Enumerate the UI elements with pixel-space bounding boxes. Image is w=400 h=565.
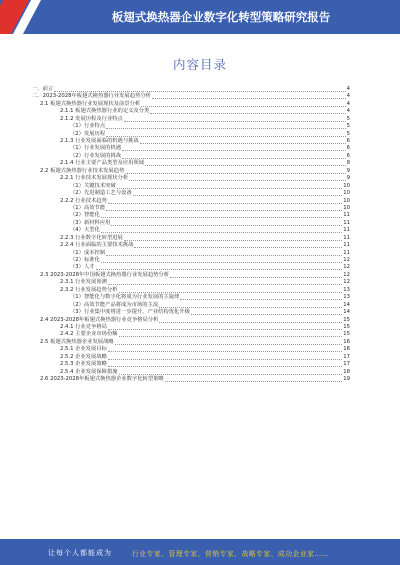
toc-entry[interactable] xyxy=(32,376,350,383)
toc-entry[interactable] xyxy=(32,317,350,324)
toc-entry-label: （3）新材料应用 xyxy=(70,219,111,226)
toc-leader-dots xyxy=(115,344,343,345)
toc-entry-page: 11 xyxy=(343,219,350,226)
header-banner xyxy=(0,0,400,34)
toc-entry[interactable] xyxy=(32,250,350,257)
toc-entry-label: 2.4 2023-2028年板翅式换热器行业竞争格局分析 xyxy=(40,316,159,323)
toc-entry[interactable] xyxy=(32,123,350,130)
toc-entry-page: 5 xyxy=(346,115,350,122)
toc-entry-page: 16 xyxy=(343,346,350,353)
toc-entry-page: 9 xyxy=(346,175,350,182)
toc-leader-dots xyxy=(180,299,342,300)
toc-entry[interactable] xyxy=(32,331,350,338)
toc-entry-label: （1）成本控制 xyxy=(70,249,106,256)
toc-leader-dots xyxy=(134,247,342,248)
toc-entry-label: 2.2.4 行业面临的主要技术挑战 xyxy=(60,242,134,249)
toc-leader-dots xyxy=(159,307,342,308)
toc-entry-page: 12 xyxy=(343,279,350,286)
toc-entry-page: 4 xyxy=(346,93,350,100)
toc-leader-dots xyxy=(108,203,342,204)
toc-entry-page: 18 xyxy=(343,368,350,375)
toc-entry-label: 2.4.2 主要企业市场份额 xyxy=(60,331,118,338)
toc-entry-label: 2.5.3 企业发展策略 xyxy=(60,361,107,368)
toc-entry-label: 2.4.1 行业竞争格局 xyxy=(60,323,107,330)
footer-banner xyxy=(0,539,400,565)
toc-entry[interactable] xyxy=(32,212,350,219)
toc-entry-page: 6 xyxy=(346,152,350,159)
toc-entry[interactable] xyxy=(32,160,350,167)
toc-entry-page: 9 xyxy=(346,167,350,174)
toc-entry[interactable] xyxy=(32,146,350,153)
toc-entry-label: 二、2023-2028年板翅式换热器行业发展趋势分析 xyxy=(32,93,151,100)
toc-entry-label: 2.1 板翅式换热器行业发展现状及前景分析 xyxy=(40,100,141,107)
toc-entry-label: （2）行业发展的挑战 xyxy=(70,152,122,159)
toc-entry-page: 15 xyxy=(343,316,350,323)
toc-entry-page: 4 xyxy=(346,100,350,107)
toc-leader-dots xyxy=(101,232,342,233)
toc-entry-label: 2.3 2023-2028年中国板翅式换热器行业发展趋势分析 xyxy=(40,271,170,278)
toc-leader-dots xyxy=(122,158,346,159)
toc-leader-dots xyxy=(165,381,343,382)
toc-entry-label: （4）大型化 xyxy=(70,227,100,234)
toc-entry[interactable] xyxy=(32,346,350,353)
toc-leader-dots xyxy=(150,113,345,114)
toc-entry-label: 2.5.4 企业发展保障措施 xyxy=(60,368,118,375)
toc-leader-dots xyxy=(125,173,345,174)
toc-leader-dots xyxy=(101,262,342,263)
toc-entry-label: （2）先进制造工艺与设备 xyxy=(70,190,132,197)
toc-entry-page: 13 xyxy=(343,286,350,293)
toc-entry-label: （3）行业集中度将进一步提升，产业结构优化升级 xyxy=(70,309,190,316)
toc-entry-label: （2）智能化 xyxy=(70,212,100,219)
toc-entry-page: 10 xyxy=(343,204,350,211)
toc-leader-dots xyxy=(96,269,343,270)
toc-entry-label: 2.3.2 行业发展趋势分析 xyxy=(60,286,118,293)
toc-entry-page: 11 xyxy=(343,249,350,256)
toc-entry-label: （2）发展历程 xyxy=(70,130,106,137)
footer-roles: 行业专家、管理专家、营销专家、战略专家、成功企业家…… xyxy=(132,550,330,558)
toc-entry-page: 15 xyxy=(343,323,350,330)
toc-entry-page: 17 xyxy=(343,361,350,368)
toc-entry-page: 14 xyxy=(343,309,350,316)
toc-entry-label: 2.1.2 发展历程及行业特点 xyxy=(60,115,123,122)
toc-entry[interactable] xyxy=(32,361,350,368)
toc-leader-dots xyxy=(101,217,342,218)
toc-leader-dots xyxy=(159,322,342,323)
toc-entry-label: 2.2.3 行业数字化转型进展 xyxy=(60,234,123,241)
toc-entry[interactable] xyxy=(32,198,350,205)
toc-entry-page: 10 xyxy=(343,190,350,197)
toc-entry-page: 10 xyxy=(343,197,350,204)
toc-leader-dots xyxy=(106,255,342,256)
toc-entry[interactable] xyxy=(32,369,350,376)
toc-entry-label: 2.2 板翅式换热器行业技术发展趋势 xyxy=(40,167,125,174)
toc-entry-label: 2.3.1 行业发展预测 xyxy=(60,279,107,286)
toc-entry-page: 14 xyxy=(343,301,350,308)
toc-entry[interactable] xyxy=(32,190,350,197)
toc-entry[interactable] xyxy=(32,131,350,138)
toc-entry-label: （1）高效节能 xyxy=(70,204,106,211)
toc-entry-page: 11 xyxy=(343,212,350,219)
report-title: 板翅式换热器企业数字化转型策略研究报告 xyxy=(111,10,331,24)
toc-entry-page: 8 xyxy=(346,160,350,167)
toc-leader-dots xyxy=(111,225,342,226)
toc-entry-page: 12 xyxy=(343,271,350,278)
toc-entry[interactable] xyxy=(32,227,350,234)
toc-entry-label: 2.5.1 企业发展目标 xyxy=(60,346,107,353)
toc-entry-label: （2）高效节能产品将成为市场的主流 xyxy=(70,301,159,308)
toc-entry[interactable] xyxy=(32,93,350,100)
toc-entry[interactable] xyxy=(32,175,350,182)
toc-entry-page: 4 xyxy=(346,85,350,92)
toc-entry[interactable] xyxy=(32,294,350,301)
toc-entry-label: 一、前言 xyxy=(32,85,54,92)
toc-entry-page: 17 xyxy=(343,353,350,360)
toc-leader-dots xyxy=(119,292,343,293)
toc-leader-dots xyxy=(129,180,345,181)
toc-leader-dots xyxy=(108,329,342,330)
toc-entry[interactable] xyxy=(32,183,350,190)
toc-entry-page: 15 xyxy=(343,331,350,338)
toc-leader-dots xyxy=(119,336,343,337)
toc-entry[interactable] xyxy=(32,265,350,272)
toc-entry-page: 4 xyxy=(346,108,350,115)
toc-entry-label: 2.1.4 行业主要产品类型及应用领域 xyxy=(60,160,145,167)
toc-entry-label: 2.1.1 板翅式换热器行业的定义及分类 xyxy=(60,108,150,115)
toc-leader-dots xyxy=(108,359,342,360)
toc-entry-page: 12 xyxy=(343,264,350,271)
toc-entry[interactable] xyxy=(32,108,350,115)
toc-leader-dots xyxy=(140,143,346,144)
toc-leader-dots xyxy=(119,374,343,375)
table-of-contents xyxy=(32,86,350,384)
toc-entry-label: （1）关键技术突破 xyxy=(70,182,116,189)
toc-leader-dots xyxy=(124,121,346,122)
toc-leader-dots xyxy=(145,165,346,166)
toc-entry-page: 11 xyxy=(343,242,350,249)
toc-entry-page: 16 xyxy=(343,338,350,345)
toc-leader-dots xyxy=(170,277,342,278)
toc-entry-page: 11 xyxy=(343,234,350,241)
toc-entry-label: （1）行业发展的机遇 xyxy=(70,145,122,152)
toc-entry-page: 13 xyxy=(343,294,350,301)
toc-entry-page: 5 xyxy=(346,130,350,137)
toc-entry-label: （1）行业特点 xyxy=(70,123,106,130)
toc-entry-label: （3）人才 xyxy=(70,264,95,271)
toc-entry-page: 10 xyxy=(343,182,350,189)
toc-leader-dots xyxy=(141,106,345,107)
toc-entry-label: 2.5 板翅式换热器企业发展战略 xyxy=(40,338,114,345)
toc-leader-dots xyxy=(54,91,345,92)
toc-leader-dots xyxy=(108,351,342,352)
toc-leader-dots xyxy=(122,150,346,151)
toc-entry-label: 2.6 2023-2028年板翅式换热器企业数字化转型策略 xyxy=(40,376,164,383)
toc-entry-label: 2.1.3 行业发展面临的机遇与挑战 xyxy=(60,138,139,145)
toc-leader-dots xyxy=(108,284,342,285)
toc-leader-dots xyxy=(152,98,346,99)
toc-entry-page: 19 xyxy=(343,376,350,383)
toc-entry-label: 2.2.1 行业技术发展现状分析 xyxy=(60,175,129,182)
toc-entry[interactable] xyxy=(32,242,350,249)
toc-entry-page: 6 xyxy=(346,145,350,152)
toc-leader-dots xyxy=(106,210,342,211)
toc-entry-label: （1）智能化与数字化将成为行业发展的主旋律 xyxy=(70,294,180,301)
toc-leader-dots xyxy=(124,240,342,241)
toc-leader-dots xyxy=(106,128,345,129)
toc-entry-page: 11 xyxy=(343,227,350,234)
toc-leader-dots xyxy=(117,188,343,189)
toc-leader-dots xyxy=(133,195,343,196)
toc-entry-page: 6 xyxy=(346,138,350,145)
toc-entry-label: 2.5.2 企业发展战略 xyxy=(60,353,107,360)
toc-entry-page: 12 xyxy=(343,257,350,264)
toc-heading: 内容目录 xyxy=(172,57,227,72)
toc-entry[interactable] xyxy=(32,309,350,316)
toc-entry-label: 2.2.2 行业技术趋势 xyxy=(60,197,107,204)
toc-entry-page: 5 xyxy=(346,123,350,130)
toc-entry[interactable] xyxy=(32,279,350,286)
toc-entry-label: （2）标准化 xyxy=(70,257,100,264)
toc-leader-dots xyxy=(106,136,345,137)
footer-slogan: 让每个人都能成为 xyxy=(48,549,112,557)
toc-leader-dots xyxy=(191,314,342,315)
toc-entry[interactable] xyxy=(32,302,350,309)
toc-leader-dots xyxy=(108,366,342,367)
